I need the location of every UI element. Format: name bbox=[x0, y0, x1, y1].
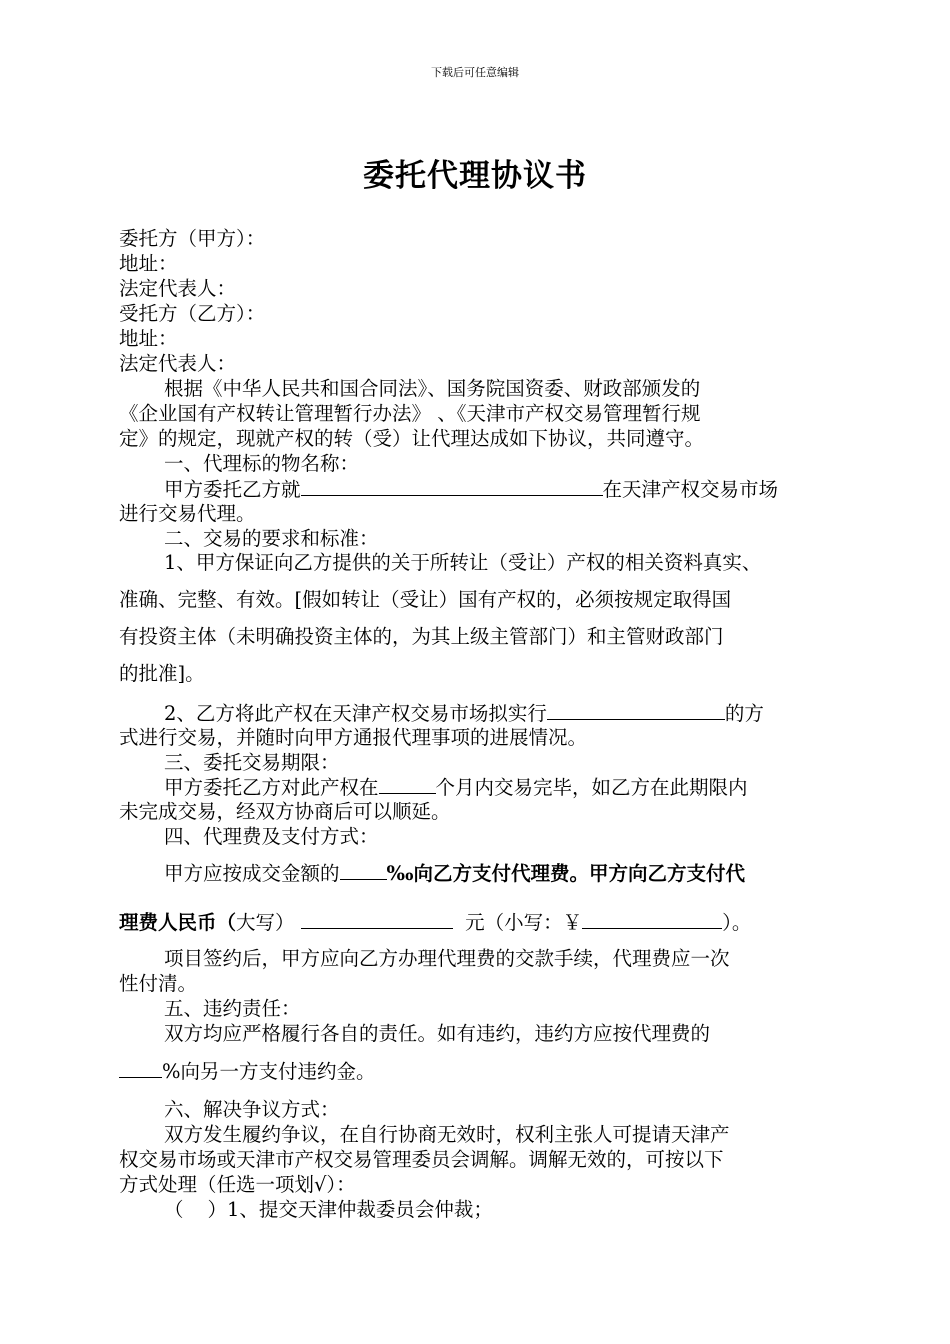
section-2-heading: 二、交易的要求和标准： bbox=[164, 527, 379, 550]
section-4-text-e: 元（小写：￥ bbox=[465, 911, 583, 934]
section-2-p2-c: 式进行交易，并随时向甲方通报代理事项的进展情况。 bbox=[119, 726, 588, 749]
section-6-heading: 六、解决争议方式： bbox=[164, 1098, 340, 1121]
section-1-text bbox=[164, 476, 844, 502]
section-2-p2 bbox=[164, 700, 844, 726]
section-4-p2-line: 项目签约后，甲方应向乙方办理代理费的交款手续，代理费应一次 bbox=[164, 947, 730, 970]
section-2-p2-a: 2、乙方将此产权在天津产权交易市场拟实行 bbox=[164, 702, 547, 725]
amount-lower-blank[interactable] bbox=[582, 909, 722, 929]
section-3-text-a: 甲方委托乙方对此产权在 bbox=[164, 776, 379, 799]
section-2-p1-line: 有投资主体（未明确投资主体的，为其上级主管部门）和主管财政部门 bbox=[119, 625, 724, 648]
section-4-p2-line: 性付清。 bbox=[119, 972, 198, 995]
section-6-line: 权交易市场或天津市产权交易管理委员会调解。调解无效的，可按以下 bbox=[119, 1148, 724, 1171]
section-1-text-c: 进行交易代理。 bbox=[119, 502, 256, 525]
party-a-address-label: 地址： bbox=[119, 252, 178, 275]
party-b-label: 受托方（乙方）： bbox=[119, 302, 266, 325]
section-4-text-d: 大写） bbox=[236, 911, 295, 934]
months-blank[interactable] bbox=[379, 774, 436, 794]
section-4-text bbox=[164, 860, 844, 886]
section-1-text-a: 甲方委托乙方就 bbox=[164, 478, 301, 501]
section-4-text-c: 理费人民币（ bbox=[119, 911, 237, 934]
section-4-text-f: ）。 bbox=[722, 911, 752, 934]
fee-rate-blank[interactable] bbox=[340, 860, 387, 880]
arbitration-option bbox=[164, 1197, 844, 1222]
party-a-label: 委托方（甲方）： bbox=[119, 227, 266, 250]
trade-method-blank[interactable] bbox=[547, 700, 725, 720]
option-checkbox-open[interactable]: （ bbox=[164, 1198, 184, 1221]
section-2-p2-b: 的方 bbox=[724, 702, 764, 725]
penalty-rate-blank[interactable] bbox=[119, 1058, 162, 1078]
intro-line: 根据《中华人民共和国合同法》、国务院国资委、财政部颁发的 bbox=[164, 377, 701, 400]
party-b-address-label: 地址： bbox=[119, 327, 178, 350]
section-6-line: 方式处理（任选一项划√）： bbox=[119, 1173, 356, 1196]
document-title: 委托代理协议书 bbox=[363, 158, 587, 194]
header-note: 下载后可任意编辑 bbox=[431, 66, 519, 79]
section-1-text-b: 在天津产权交易市场 bbox=[602, 478, 779, 501]
amount-upper-blank[interactable] bbox=[301, 909, 453, 929]
section-5-text-b: %向另一方支付违约金。 bbox=[162, 1060, 376, 1083]
intro-line: 《企业国有产权转让管理暂行办法》 、《天津市产权交易管理暂行规 bbox=[119, 402, 701, 425]
section-2-p1-line: 准确、完整、有效。[假如转让（受让）国有产权的，必须按规定取得国 bbox=[119, 588, 732, 611]
section-3-text-c: 未完成交易，经双方协商后可以顺延。 bbox=[119, 800, 451, 823]
party-b-rep-label: 法定代表人： bbox=[119, 352, 237, 375]
section-4-heading: 四、代理费及支付方式： bbox=[164, 825, 379, 848]
section-2-p1-line: 的批准]。 bbox=[119, 662, 205, 685]
section-5-heading: 五、违约责任： bbox=[164, 997, 301, 1020]
section-5-text bbox=[119, 1058, 839, 1084]
section-3-text-b: 个月内交易完毕，如乙方在此期限内 bbox=[435, 776, 748, 799]
section-1-heading: 一、代理标的物名称： bbox=[164, 452, 360, 475]
intro-line: 定》的规定，现就产权的转（受）让代理达成如下协议，共同遵守。 bbox=[119, 427, 705, 450]
section-4-fee-line bbox=[119, 909, 839, 935]
section-3-text bbox=[164, 774, 844, 800]
section-5-text-a: 双方均应严格履行各自的责任。如有违约，违约方应按代理费的 bbox=[164, 1022, 711, 1045]
section-2-p1-line: 1、甲方保证向乙方提供的关于所转让（受让）产权的相关资料真实、 bbox=[164, 551, 762, 574]
party-a-rep-label: 法定代表人： bbox=[119, 277, 237, 300]
section-4-text-a: 甲方应按成交金额的 bbox=[164, 862, 340, 885]
section-4-text-b: ‰向乙方支付代理费。甲方向乙方支付代 bbox=[386, 862, 746, 885]
subject-name-blank[interactable] bbox=[301, 476, 603, 496]
option-1-text: ）1、提交天津仲裁委员会仲裁； bbox=[207, 1198, 493, 1221]
section-6-line: 双方发生履约争议，在自行协商无效时，权利主张人可提请天津产 bbox=[164, 1123, 730, 1146]
section-3-heading: 三、委托交易期限： bbox=[164, 751, 340, 774]
